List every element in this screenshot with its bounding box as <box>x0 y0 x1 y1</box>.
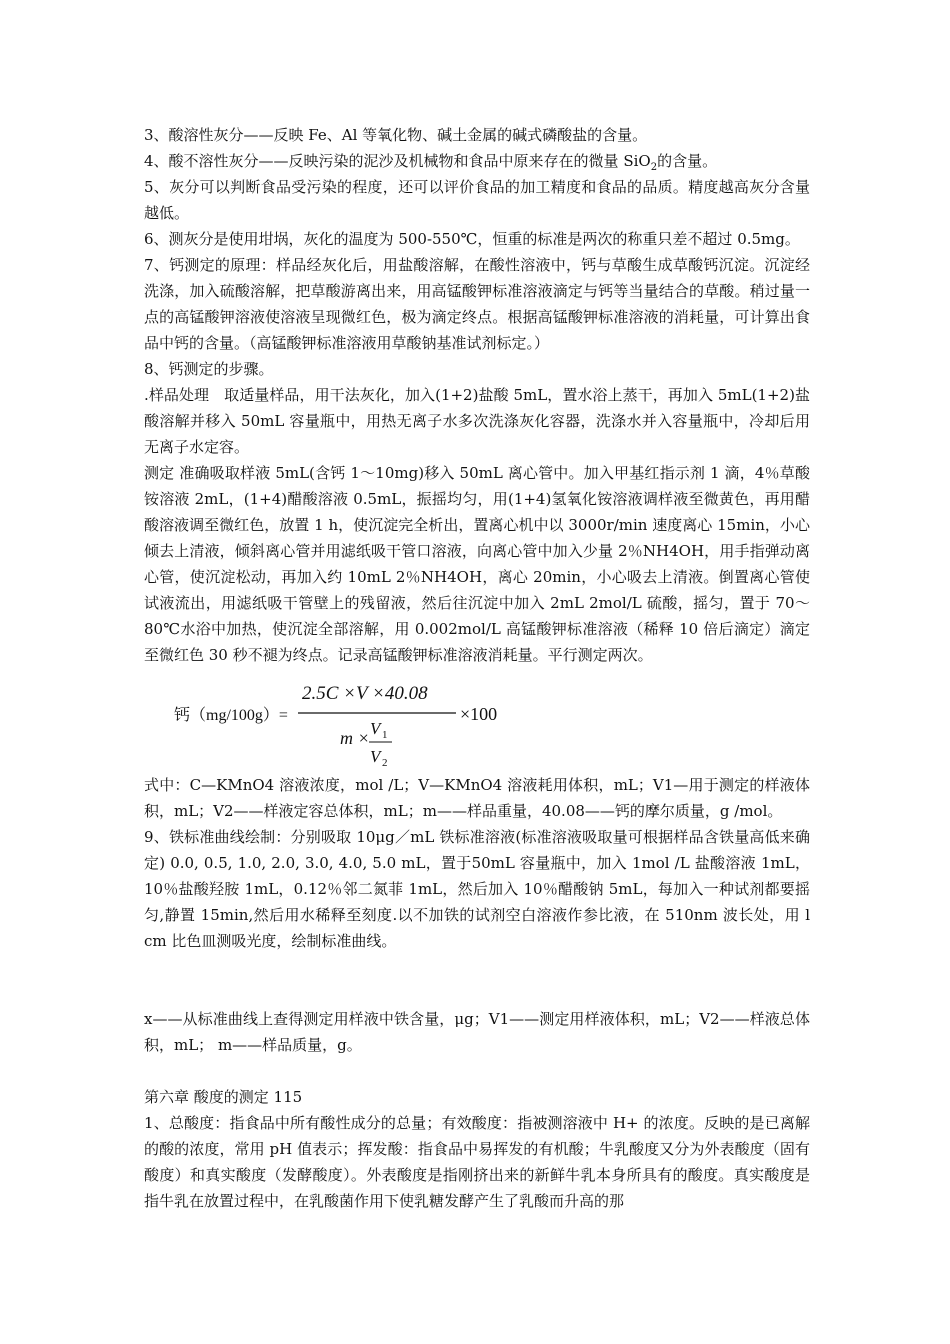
formula-lhs: 钙（mg/100g）= <box>174 707 288 724</box>
formula-den-m: m × <box>340 728 370 748</box>
p4-text: 4、酸不溶性灰分——反映污染的泥沙及机械物和食品中原来存在的微量 SiO <box>144 152 651 170</box>
paragraph-sample-treatment: .样品处理 取适量样品，用干法灰化，加入(1+2)盐酸 5mL，置水浴上蒸干，再加入 5mL(1+2)盐酸溶解并移入 50mL 容量瓶中，用热无离子水多次洗涤灰化容器，洗涤水并入容量瓶中，冷却后用无离子水定容。 <box>144 386 810 456</box>
formula-den-v1: V <box>370 719 381 738</box>
formula-den-v1-sub: 1 <box>382 729 388 741</box>
paragraph-ash-crucible: 6、测灰分是使用坩埚，灰化的温度为 500-550℃，恒重的标准是两次的称重只差不超过 0.5mg。 <box>144 230 800 248</box>
document-page <box>144 122 810 1214</box>
paragraph-acid-soluble-ash: 3、酸溶性灰分——反映 Fe、Al 等氧化物、碱土金属的碱式磷酸盐的含量。 <box>144 126 648 144</box>
p4-subscript: 2 <box>650 162 658 173</box>
paragraph-iron-standard-curve: 9、铁标准曲线绘制：分别吸取 10μg／mL 铁标准溶液(标准溶液吸取量可根据样品含铁量高低来确定) 0.0, 0.5, 1.0, 2.0, 3.0, 4.0, 5.0 mL，置于50mL 容量瓶中，加入 1mol /L 盐酸溶液 1mL，10％盐酸羟胺 1mL，0.12％邻二氮菲 1mL，然后加入 10％醋酸钠 5mL，每加入一种试剂都要摇匀,静置 15min,然后用水稀释至刻度.以不加铁的试剂空白溶液作参比液，在 510nm 波长处，用 l cm 比色皿测吸光度，绘制标准曲线。 <box>144 828 810 950</box>
paragraph-ash-quality: 5、灰分可以判断食品受污染的程度，还可以评价食品的加工精度和食品的品质。精度越高灰分含量越低。 <box>144 178 810 222</box>
paragraph-formula-definitions: 式中：C—KMnO4 溶液浓度，mol /L；V—KMnO4 溶液耗用体积，mL；V1—用于测定的样液体积，mL；V2——样液定容总体积，mL；m——样品重量，40.08——钙的摩尔质量，g /mol。 <box>144 776 810 820</box>
paragraph-acid-insoluble-ash <box>144 148 810 174</box>
calcium-formula-svg <box>174 668 534 772</box>
paragraph-measurement: 测定 准确吸取样液 5mL(含钙 1～10mg)移入 50mL 离心管中。加入甲基红指示剂 1 滴，4％草酸铵溶液 2mL，(1+4)醋酸溶液 0.5mL，振摇均匀，用(1+4)氢氧化铵溶液调样液至微黄色，再用醋酸溶液调至微红色，放置 1 h，使沉淀完全析出，置离心机中以 3000r/min 速度离心 15min，小心倾去上清液，倾斜离心管并用滤纸吸干管口溶液，向离心管中加入少量 2％NH4OH，用手指弹动离心管，使沉淀松动，再加入约 10mL 2％NH4OH，离心 20min，小心吸去上清液。倒置离心管使试液流出，用滤纸吸干管壁上的残留液，然后往沉淀中加入 2mL 2mol/L 硫酸，摇匀，置于 70～80℃水浴中加热，使沉淀全部溶解，用 0.002mol/L 高锰酸钾标准溶液（稀释 10 倍后滴定）滴定至微红色 30 秒不褪为终点。记录高锰酸钾标准溶液消耗量。平行测定两次。 <box>144 464 810 664</box>
formula-den-v2: V <box>370 747 381 766</box>
formula-multiplier: ×100 <box>460 704 498 724</box>
formula-numerator: 2.5C ×V ×40.08 <box>302 683 428 704</box>
paragraph-iron-definitions: x——从标准曲线上查得测定用样液中铁含量，μg；V1——测定用样液体积，mL；V2——样液总体积，mL； m——样品质量，g。 <box>144 1010 810 1054</box>
paragraph-calcium-steps: 8、钙测定的步骤。 <box>144 360 274 378</box>
blank-space <box>144 954 810 1006</box>
paragraph-acidity-definitions: 1、总酸度：指食品中所有酸性成分的总量；有效酸度：指被测溶液中 H+ 的浓度。反映的是已离解的酸的浓度，常用 pH 值表示；挥发酸：指食品中易挥发的有机酸；牛乳酸度又分为外表酸度（固有酸度）和真实酸度（发酵酸度）。外表酸度是指刚挤出来的新鲜牛乳本身所具有的酸度。真实酸度是指牛乳在放置过程中，在乳酸菌作用下使乳糖发酵产生了乳酸而升高的那 <box>144 1114 810 1210</box>
paragraph-calcium-principle: 7、钙测定的原理：样品经灰化后，用盐酸溶解，在酸性溶液中，钙与草酸生成草酸钙沉淀。沉淀经洗涤，加入硫酸溶解，把草酸游离出来，用高锰酸钾标准溶液滴定与钙等当量结合的草酸。稍过量一点的高锰酸钾溶液使溶液呈现微红色，极为滴定终点。根据高锰酸钾标准溶液的消耗量，可计算出食品中钙的含量。（高锰酸钾标准溶液用草酸钠基准试剂标定。） <box>144 256 810 352</box>
calcium-formula <box>144 668 810 772</box>
formula-den-v2-sub: 2 <box>382 757 388 769</box>
chapter-heading: 第六章 酸度的测定 115 <box>144 1088 303 1106</box>
p4-text-end: 的含量。 <box>657 152 718 170</box>
